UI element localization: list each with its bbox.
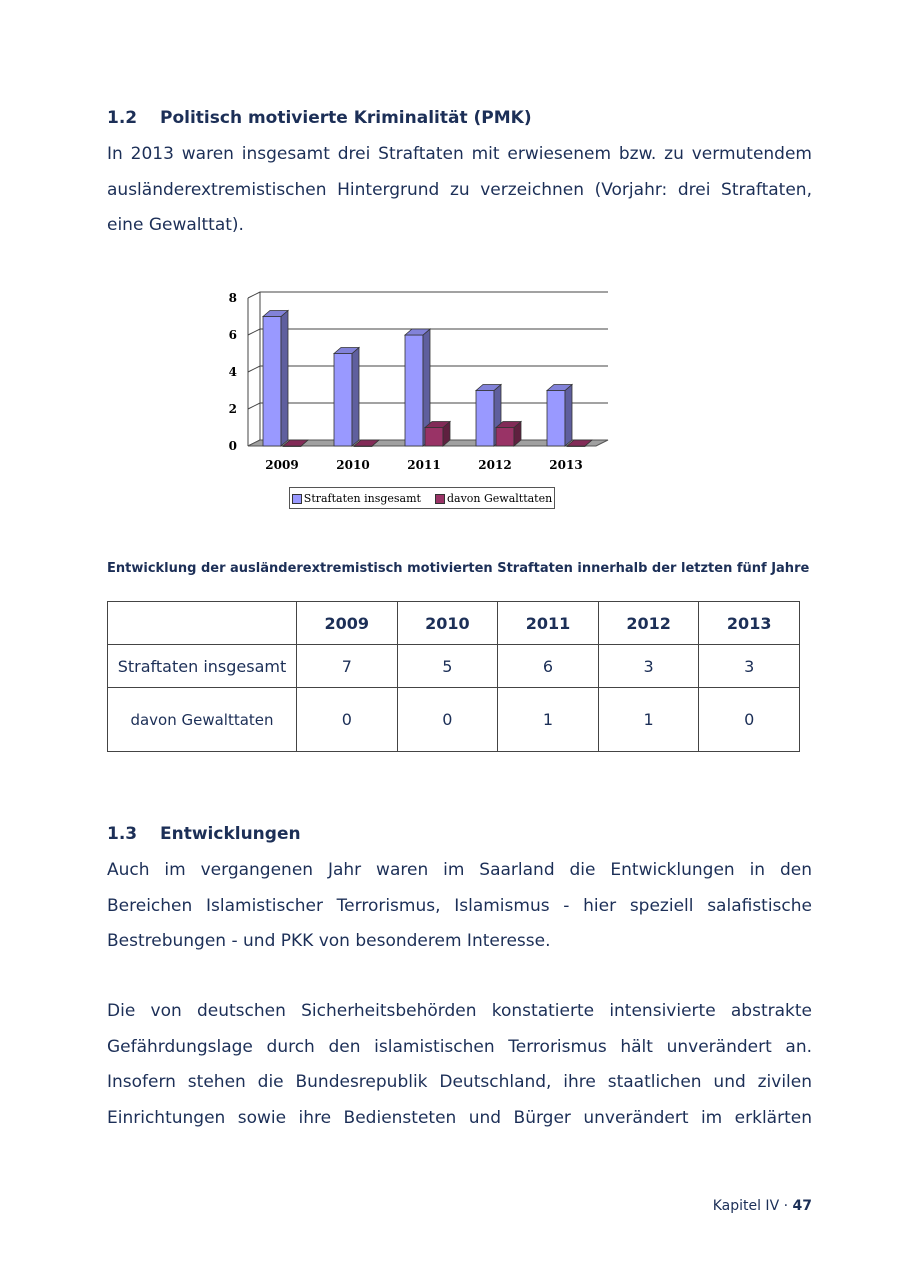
paragraph-line: ausländerextremistischen Hintergrund zu verzeichnen (Vorjahr: drei Straftaten, — [107, 179, 812, 200]
page-footer — [713, 1198, 812, 1214]
bar — [263, 317, 281, 447]
paragraph-line: eine Gewalttat). — [107, 215, 244, 235]
paragraph-line: Gefährdungslage durch den islamistischen Terrorismus hält unverändert an. — [107, 1036, 812, 1057]
table-cell: 0 — [699, 688, 800, 752]
x-tick-label: 2012 — [478, 458, 512, 472]
table-cell: 3 — [598, 645, 699, 688]
paragraph-line: Einrichtungen sowie ihre Bediensteten und Bürger unverändert im erklärten — [107, 1107, 812, 1128]
section-number: 1.2 — [107, 108, 138, 128]
table-cell: 0 — [297, 688, 398, 752]
chapter-label: Kapitel IV — [712, 1198, 780, 1214]
bar — [334, 354, 352, 447]
table-header-cell: 2012 — [598, 602, 699, 645]
x-tick-label: 2013 — [549, 458, 583, 472]
section-number: 1.3 — [107, 824, 138, 844]
bar — [476, 391, 494, 447]
paragraph-line: Die von deutschen Sicherheitsbehörden konstatierte intensivierte abstrakte — [107, 1001, 812, 1021]
table-header-cell: 2010 — [397, 602, 498, 645]
table-cell: 1 — [598, 688, 699, 752]
table-cell: 6 — [498, 645, 599, 688]
legend-label: davon Gewalttaten — [446, 491, 553, 505]
bar-side — [352, 348, 359, 447]
x-tick-label: 2009 — [265, 458, 299, 472]
paragraph-line: Auch im vergangenen Jahr waren im Saarland die Entwicklungen in den — [107, 860, 812, 880]
paragraph-line: Bestrebungen - und PKK von besonderem Interesse. — [107, 931, 551, 951]
x-tick-label: 2011 — [407, 458, 441, 472]
legend-item-violent — [435, 492, 552, 505]
paragraph-line: Bereichen Islamistischer Terrorismus, Islamismus - hier speziell salafistische — [107, 895, 812, 916]
section-title: Politisch motivierte Kriminalität (PMK) — [160, 108, 532, 128]
table-cell: 7 — [297, 645, 398, 688]
paragraph-line: Insofern stehen die Bundesrepublik Deutschland, ihre staatlichen und zivilen — [107, 1072, 812, 1092]
paragraph-line: In 2013 waren insgesamt drei Straftaten mit erwiesenem bzw. zu vermutendem — [107, 144, 812, 164]
bar-chart — [200, 280, 620, 480]
table-header-row — [108, 602, 800, 645]
bar — [405, 335, 423, 446]
table-row — [108, 688, 800, 752]
y-tick-label: 0 — [228, 439, 237, 453]
bar — [425, 428, 443, 447]
statistics-table — [107, 601, 800, 752]
bar — [496, 428, 514, 447]
legend-swatch-total — [292, 494, 302, 504]
table-caption: Entwicklung der ausländerextremistisch motivierten Straftaten innerhalb der letzten fünf Jahre — [107, 561, 810, 576]
bar — [547, 391, 565, 447]
table-cell: 5 — [397, 645, 498, 688]
legend-swatch-violent — [435, 494, 445, 504]
table-header-cell — [108, 602, 297, 645]
table-row — [108, 645, 800, 688]
chart-legend — [289, 487, 555, 509]
section-title: Entwicklungen — [160, 824, 301, 844]
bar-side — [565, 385, 572, 447]
section-heading-1-3 — [107, 824, 301, 844]
intro-paragraph — [107, 137, 812, 244]
page-number: 47 — [792, 1198, 812, 1214]
table-cell: 1 — [498, 688, 599, 752]
x-tick-label: 2010 — [336, 458, 370, 472]
legend-label: Straftaten insgesamt — [303, 491, 421, 505]
y-tick-label: 6 — [228, 328, 237, 342]
table-cell: 3 — [699, 645, 800, 688]
table-cell: 0 — [397, 688, 498, 752]
bar-side — [281, 311, 288, 447]
gridline — [248, 292, 608, 298]
table-header-cell: 2011 — [498, 602, 599, 645]
legend-item-total — [292, 492, 421, 505]
developments-paragraph-1 — [107, 853, 812, 960]
y-tick-label: 8 — [228, 291, 237, 305]
footer-separator: · — [783, 1198, 789, 1214]
row-label: Straftaten insgesamt — [108, 645, 297, 688]
table-header-cell: 2013 — [699, 602, 800, 645]
table-header-cell: 2009 — [297, 602, 398, 645]
y-tick-label: 2 — [228, 402, 237, 416]
section-heading-1-2 — [107, 108, 532, 128]
row-label: davon Gewalttaten — [108, 688, 297, 752]
y-tick-label: 4 — [228, 365, 237, 379]
developments-paragraph-2 — [107, 994, 812, 1136]
